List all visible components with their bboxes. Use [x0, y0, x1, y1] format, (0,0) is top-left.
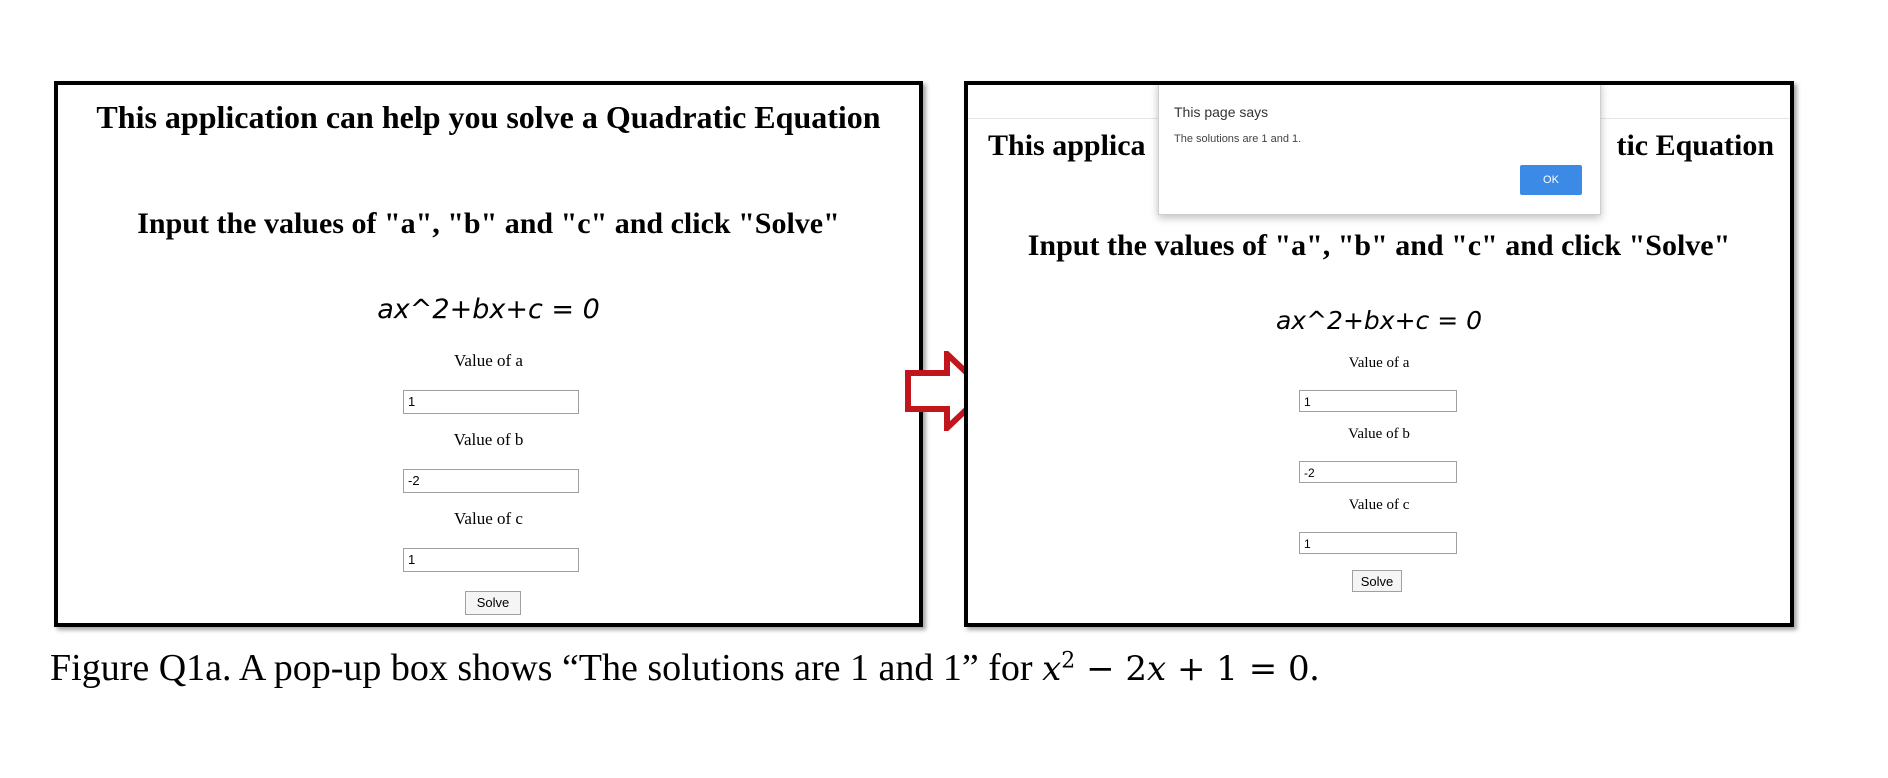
app-window-after	[964, 81, 1794, 627]
solve-button[interactable]: Solve	[465, 591, 521, 615]
caption-var-x2: x	[1147, 649, 1167, 689]
input-a[interactable]: 1	[1299, 390, 1457, 412]
label-value-c: Value of c	[454, 509, 523, 528]
label-value-b: Value of b	[453, 430, 524, 449]
input-c[interactable]: 1	[1299, 532, 1457, 554]
instruction-heading: Input the values of "a", "b" and "c" and click "Solve"	[137, 207, 840, 240]
equation-label: ax^2+bx+c = 0	[1275, 306, 1483, 335]
input-b[interactable]: -2	[403, 469, 579, 493]
equation-label: ax^2+bx+c = 0	[377, 294, 600, 325]
label-value-a: Value of a	[1348, 355, 1410, 371]
solve-button[interactable]: Solve	[1352, 570, 1402, 592]
ok-button[interactable]: OK	[1520, 165, 1582, 195]
caption-text: Figure Q1a. A pop-up box shows “The solutions are 1 and 1” for	[50, 647, 1043, 689]
dialog-message: The solutions are 1 and 1.	[1174, 133, 1302, 145]
figure-caption	[50, 646, 1319, 690]
caption-exponent: 2	[1061, 648, 1076, 674]
page-title: This application can help you solve a Quadratic Equation	[96, 99, 881, 135]
input-b[interactable]: -2	[1299, 461, 1457, 483]
caption-term: − 2	[1075, 649, 1148, 689]
label-value-a: Value of a	[454, 351, 523, 370]
label-value-b: Value of b	[1348, 426, 1410, 442]
app-window-before	[54, 81, 923, 627]
caption-equation	[1042, 649, 1310, 689]
page-title-right: tic Equation	[1616, 129, 1774, 162]
label-value-c: Value of c	[1348, 497, 1410, 513]
instruction-heading: Input the values of "a", "b" and "c" and click "Solve"	[1027, 229, 1731, 262]
caption-var-x: x	[1042, 649, 1062, 689]
input-a[interactable]: 1	[403, 390, 579, 414]
caption-term-end: + 1 = 0	[1166, 649, 1310, 689]
alert-dialog	[1158, 81, 1601, 215]
input-c[interactable]: 1	[403, 548, 579, 572]
page-title-left: This applica	[988, 129, 1146, 162]
dialog-title: This page says	[1174, 104, 1269, 120]
caption-period: .	[1309, 647, 1320, 689]
